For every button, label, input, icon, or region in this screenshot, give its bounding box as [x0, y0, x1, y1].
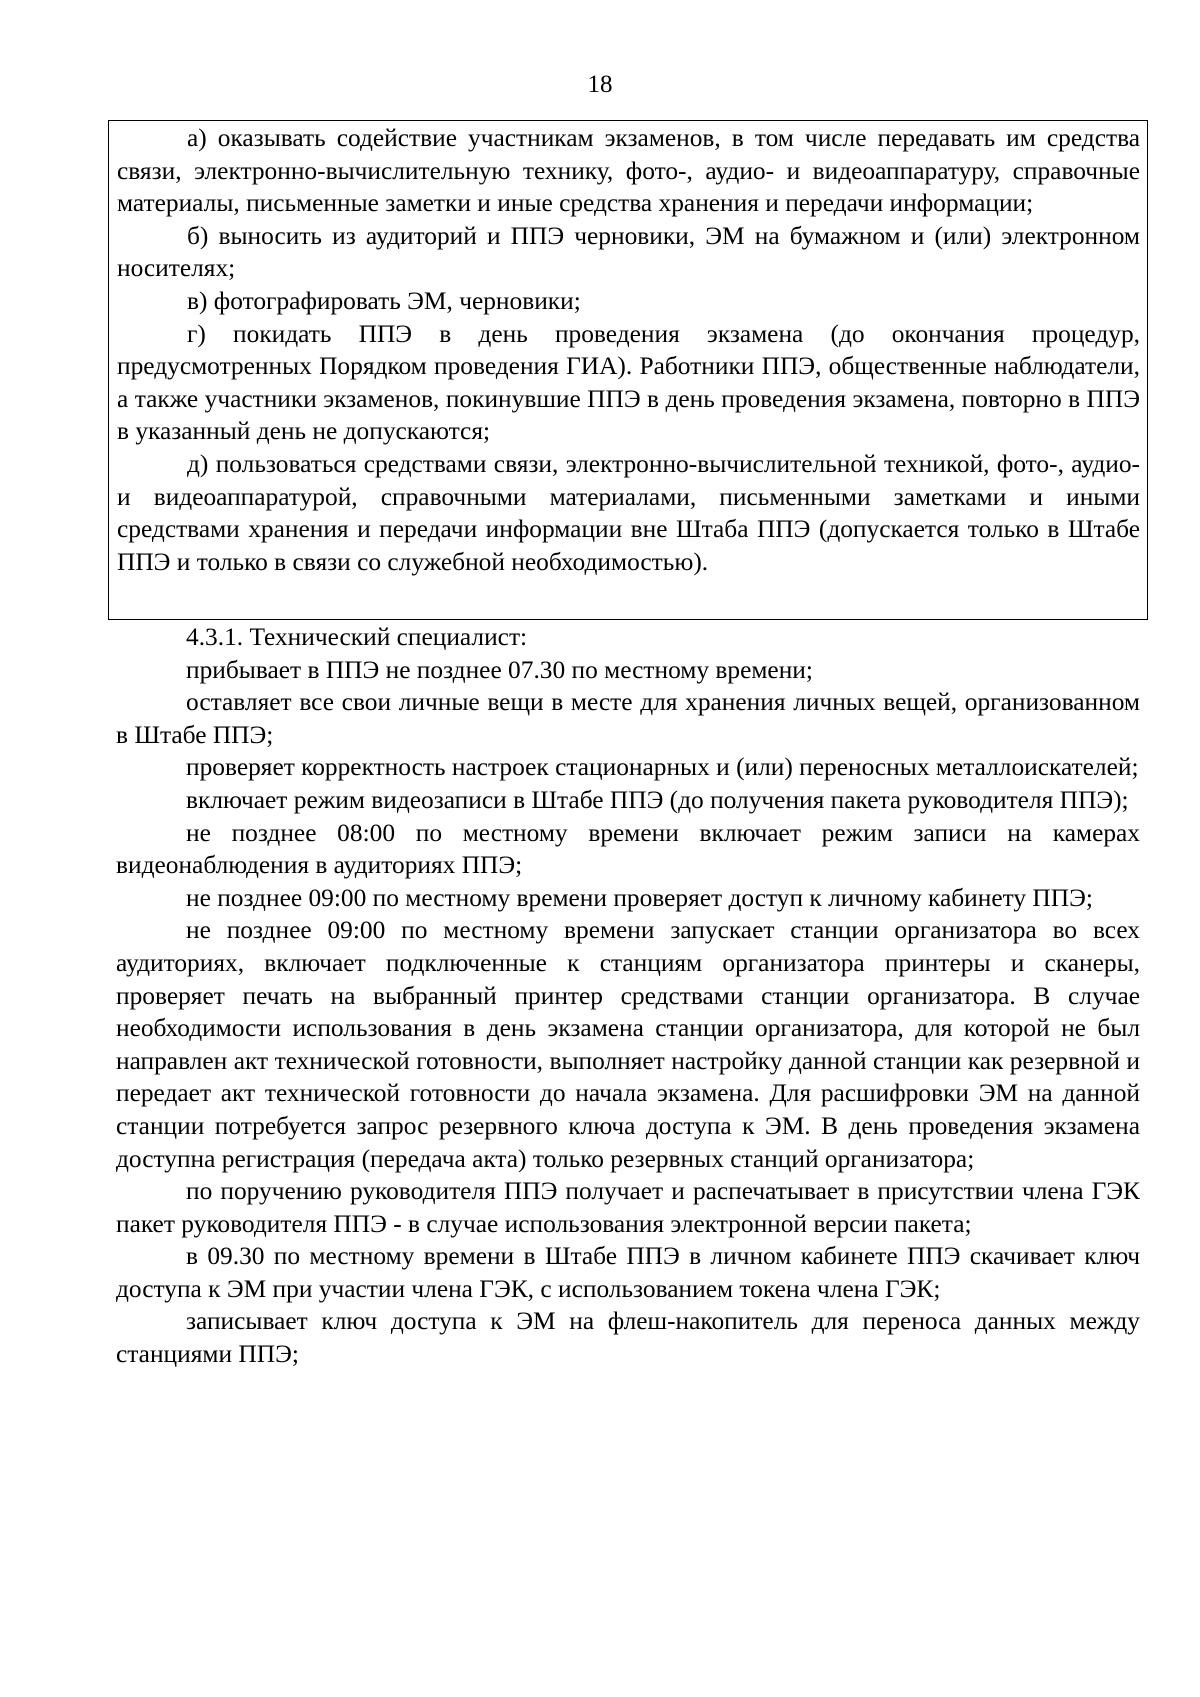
paragraph: включает режим видеозаписи в Штабе ППЭ (до получения пакета руководителя ППЭ); [186, 785, 1129, 814]
paragraph: прибывает в ППЭ не позднее 07.30 по местному времени; [186, 655, 813, 684]
box-paragraph-b: б) выносить из аудиторий и ППЭ черновики, ЭМ на бумажном и (или) электронном носителях; [117, 221, 1140, 283]
section-body [116, 621, 1140, 1371]
paragraph: оставляет все свои личные вещи в месте для хранения личных вещей, организованном в Штабе ППЭ; [116, 688, 1140, 749]
box-paragraph-d: д) пользоваться средствами связи, электронно-вычислительной техникой, фото-, аудио- и видеоаппаратурой, справочными материалами, письменными заметками и иными средствами хранения и передачи информации вне Штаба ППЭ (допускается только в Штабе ППЭ и только в связи со служебной необходимостью). [117, 449, 1140, 576]
paragraph: по поручению руководителя ППЭ получает и распечатывает в присутствии члена ГЭК пакет руководителя ППЭ - в случае использования электронной версии пакета; [116, 1177, 1140, 1238]
page-number: 18 [587, 71, 613, 98]
box-paragraph-v: в) фотографировать ЭМ, черновики; [187, 286, 581, 315]
box-paragraph-g: г) покидать ППЭ в день проведения экзамена (до окончания процедур, предусмотренных Порядком проведения ГИА). Работники ППЭ, общественные наблюдатели, а также участники экзаменов, покинувшие ППЭ в день проведения экзамена, повторно в ППЭ в указанный день не допускаются; [117, 319, 1140, 446]
paragraph: не позднее 08:00 по местному времени включает режим записи на камерах видеонаблюдения в аудиториях ППЭ; [116, 818, 1140, 880]
box-paragraph-a: а) оказывать содействие участникам экзаменов, в том числе передавать им средства связи, электронно-вычислительную технику, фото-, аудио- и видеоаппаратуру, справочные материалы, письменные заметки и иные средства хранения и передачи информации; [117, 124, 1140, 218]
prohibitions-box [108, 120, 1148, 620]
paragraph: в 09.30 по местному времени в Штабе ППЭ в личном кабинете ППЭ скачивает ключ доступа к ЭМ при участии члена ГЭК, с использованием токена члена ГЭК; [116, 1242, 1140, 1303]
paragraph: не позднее 09:00 по местному времени проверяет доступ к личному кабинету ППЭ; [186, 883, 1093, 912]
paragraph: проверяет корректность настроек стационарных и (или) переносных металлоискателей; [186, 753, 1139, 782]
paragraph: не позднее 09:00 по местному времени запускает станции организатора во всех аудиториях, включает подключенные к станциям организатора принтеры и сканеры, проверяет печать на выбранный принтер средствами станции организатора. В случае необходимости использования в день экзамена станции организатора, для которой не был направлен акт технической готовности, выполняет настройку данной станции как резервной и передает акт технической готовности до начала экзамена. Для расшифровки ЭМ на данной станции потребуется запрос резервного ключа доступа к ЭМ. В день проведения экзамена доступна регистрация (передача акта) только резервных станций организатора; [116, 916, 1140, 1173]
section-heading: 4.3.1. Технический специалист: [186, 623, 528, 651]
paragraph: записывает ключ доступа к ЭМ на флеш-накопитель для переноса данных между станциями ППЭ; [116, 1307, 1140, 1369]
